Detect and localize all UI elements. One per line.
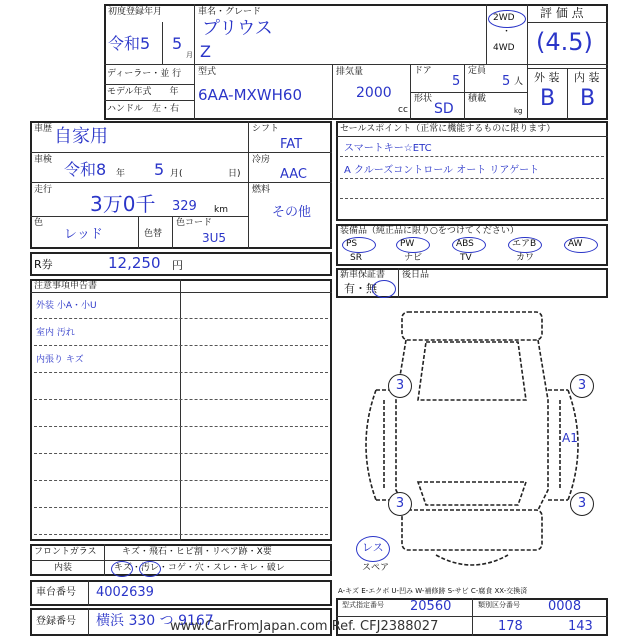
capacity-unit: 人 — [514, 77, 524, 87]
shape-value: SD — [434, 101, 454, 117]
notes-rule — [34, 372, 328, 373]
eval-label: 評 価 点 — [540, 6, 584, 20]
notes-rule — [34, 480, 328, 481]
shift-label: シフト — [252, 124, 280, 134]
equipment-item: ABS — [456, 239, 474, 249]
inspection-month: 5 — [154, 160, 165, 179]
fuel-value: その他 — [272, 205, 312, 220]
door-label: ドア — [414, 66, 432, 76]
warranty-label: 新車保証書 — [340, 270, 386, 280]
spare-circle: レス — [362, 541, 384, 554]
sales-label: セールスポイント（正常に機能するものに限ります） — [340, 124, 556, 134]
notes-line: 室内 汚れ — [36, 328, 75, 338]
sales-line2: A クルーズコントロール オート リアゲート — [344, 165, 540, 176]
after-label: 後日品 — [402, 270, 430, 280]
notes-rule — [34, 507, 328, 508]
dealer-label: ディーラー・並 行 — [107, 69, 182, 79]
interior-circle-1 — [111, 561, 133, 577]
inspection-year-unit: 年 — [116, 169, 126, 179]
mark-rear-right: 3 — [570, 492, 594, 516]
shift-value: FAT — [280, 137, 303, 152]
model-name-label: 車名・グレード — [198, 7, 262, 17]
glass-value: キズ・飛石・ヒビ割・リペア跡・X要 — [122, 547, 272, 557]
notes-rule — [34, 453, 328, 454]
mark-a1: A1 — [562, 431, 578, 445]
car-name: プリウス — [202, 18, 273, 39]
equipment-label: 装備品（純正品に限り○をつけてください） — [340, 226, 519, 236]
glass-label: フロントガラス — [34, 547, 97, 557]
warranty-value: 有・無 — [344, 282, 377, 295]
ac-label: 冷房 — [252, 155, 271, 165]
ac-value: AAC — [280, 167, 307, 182]
door-value: 5 — [452, 74, 461, 89]
equipment-item: PW — [400, 239, 415, 249]
notes-rule — [34, 534, 328, 535]
spare-label: スペア — [362, 563, 390, 573]
interior-value: キズ・汚レ・コゲ・穴・スレ・キレ・破レ — [114, 563, 285, 573]
recycle-unit: 円 — [172, 259, 183, 272]
color-label: 色 — [34, 218, 44, 228]
first-reg-era: 令和5 — [108, 34, 151, 53]
notes-rule — [34, 318, 328, 319]
color-code-label: 色コード — [176, 218, 213, 228]
drive-4wd: 4WD — [493, 43, 515, 53]
equipment-item: エアB — [512, 239, 537, 249]
history-label: 車歴 — [34, 124, 53, 134]
chassis-label: 車台番号 — [36, 587, 76, 598]
sales-line1: スマートキー☆ETC — [344, 143, 432, 154]
mark-front-left: 3 — [388, 374, 412, 398]
mileage-value: 3万0千 — [90, 192, 156, 216]
drive-2wd: 2WD — [493, 13, 515, 23]
len-value: 178 — [498, 619, 523, 634]
color-code-value: 3U5 — [202, 231, 227, 245]
first-reg-label: 初度登録年月 — [108, 7, 163, 17]
cert-label: 型式指定番号 — [342, 601, 384, 609]
capacity-label: 定員 — [468, 66, 487, 76]
notes-rule — [34, 345, 328, 346]
inspection-month-unit: 月( — [170, 169, 183, 179]
legend: A-キズ E-エクボ U-凹み W-補修跡 S-サビ C-腐食 XX-交換済 — [338, 587, 528, 595]
eval-score: (4.5) — [536, 28, 593, 56]
inspection-day-unit: 日) — [228, 169, 241, 179]
cert-value: 20560 — [410, 599, 452, 614]
int-label: 内 装 — [574, 71, 600, 84]
chassis-value: 4002639 — [96, 585, 154, 600]
displacement-label: 排気量 — [336, 67, 364, 77]
load-label: 積載 — [468, 94, 487, 104]
displacement-value: 2000 — [356, 85, 392, 101]
fuel-label: 燃料 — [252, 185, 271, 195]
class-value: 0008 — [548, 599, 582, 614]
notes-line: 内張り キズ — [36, 355, 84, 365]
first-reg-month: 5 — [172, 34, 183, 53]
width-value: 143 — [568, 619, 593, 634]
equipment-item: ナビ — [404, 253, 423, 263]
int-grade: B — [580, 86, 596, 111]
capacity-value: 5 — [502, 74, 511, 89]
class-label: 類別区分番号 — [478, 601, 520, 609]
equipment-item: SR — [350, 253, 362, 263]
cc-unit: cc — [398, 105, 408, 115]
equipment-item: TV — [460, 253, 472, 263]
color-change-label: 色替 — [144, 229, 163, 239]
handle-label: ハンドル 左・右 — [107, 104, 180, 114]
warranty-circle — [372, 280, 396, 298]
notes-rule — [34, 426, 328, 427]
plate-label: 登録番号 — [36, 616, 76, 627]
interior-label: 内装 — [54, 563, 73, 573]
equipment-item: AW — [568, 239, 583, 249]
first-reg-month-unit: 月 — [186, 51, 193, 59]
inspection-era: 令和8 — [64, 160, 107, 179]
drive-sep: ・ — [502, 27, 512, 37]
notes-rule — [34, 399, 328, 400]
history-value: 自家用 — [54, 126, 108, 147]
equipment-item: カワ — [516, 253, 535, 263]
type-value: 6AA-MXWH60 — [198, 86, 302, 104]
shape-label: 形状 — [414, 94, 433, 104]
mileage-label: 走行 — [34, 185, 53, 195]
color-value: レッド — [64, 227, 103, 242]
mark-front-right: 3 — [570, 374, 594, 398]
ext-label: 外 装 — [534, 71, 560, 84]
watermark: www.CarFromJapan.com Ref. CFJ2388027 — [170, 619, 439, 634]
mark-rear-left: 3 — [388, 492, 412, 516]
model-year-label: モデル年式 年 — [107, 87, 179, 97]
notes-line: 外装 小A・小U — [36, 301, 97, 311]
km-unit: km — [214, 205, 228, 215]
interior-circle-2 — [139, 561, 161, 577]
equipment-item: PS — [346, 239, 358, 249]
notes-label: 注意事項申告書 — [34, 281, 98, 291]
mileage-sub: 329 — [172, 199, 197, 214]
inspection-label: 車検 — [34, 155, 53, 165]
kg-unit: kg — [514, 107, 523, 115]
ext-grade: B — [540, 86, 556, 111]
recycle-label: R券 — [34, 258, 53, 271]
plate-value: 横浜 330 つ 9167 — [96, 613, 214, 629]
type-label: 型式 — [198, 67, 217, 77]
recycle-value: 12,250 — [108, 254, 161, 272]
grade: Z — [200, 42, 211, 61]
